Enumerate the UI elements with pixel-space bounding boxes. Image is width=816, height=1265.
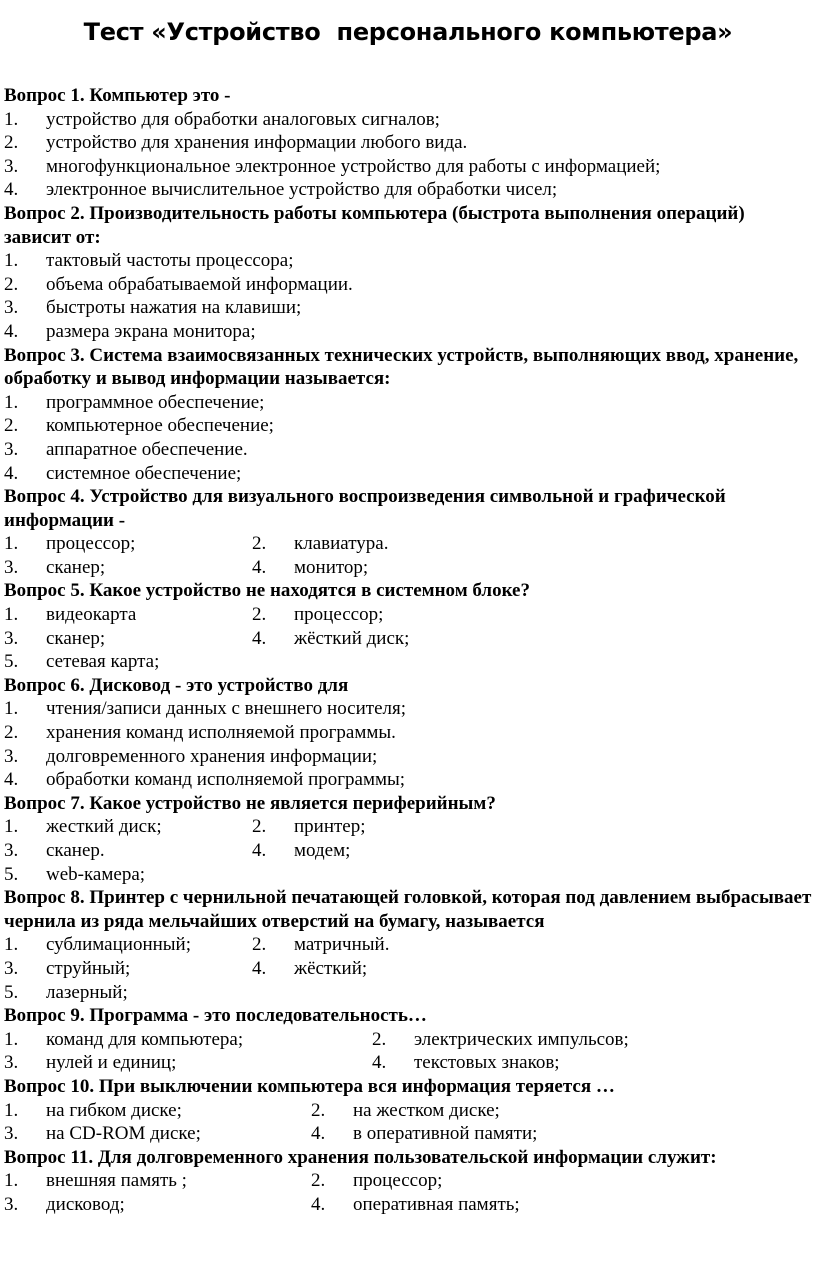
question-body: Какое устройство не является периферийным? xyxy=(84,792,496,814)
option-text: текстовых знаков; xyxy=(414,1052,560,1074)
question-text xyxy=(4,579,812,603)
option-row xyxy=(4,839,812,863)
option-row xyxy=(4,1051,812,1075)
question-number: Вопрос 11. xyxy=(4,1146,94,1168)
option-row xyxy=(4,273,812,297)
question-body: Компьютер это - xyxy=(84,85,231,106)
option-number: 2. xyxy=(4,722,19,744)
option-number: 2. xyxy=(4,415,19,437)
option-row xyxy=(4,556,812,580)
option-number: 3. xyxy=(4,155,19,177)
option-number: 5. xyxy=(4,863,19,885)
option-text: внешняя память ; xyxy=(46,1170,187,1192)
question-9 xyxy=(4,1004,812,1075)
option-text: матричный. xyxy=(294,934,390,956)
option-text: видеокарта xyxy=(46,604,137,626)
question-5 xyxy=(4,579,812,673)
option-row xyxy=(4,933,812,957)
option-text: размера экрана монитора; xyxy=(46,320,256,342)
option-number: 1. xyxy=(4,108,19,130)
option-number: 1. xyxy=(4,391,19,413)
question-text xyxy=(4,344,812,391)
option-number: 3. xyxy=(4,438,19,460)
option-text: жёсткий; xyxy=(294,957,368,979)
option-row xyxy=(4,249,812,273)
option-text: на гибком диске; xyxy=(46,1099,182,1121)
option-number: 3. xyxy=(4,745,19,767)
option-text: электронное вычислительное устройство для обработки чисел; xyxy=(46,179,558,201)
question-10 xyxy=(4,1075,812,1146)
option-row xyxy=(4,697,812,721)
question-text xyxy=(4,84,812,108)
option-row xyxy=(4,863,812,887)
option-text: процессор; xyxy=(46,533,136,555)
question-number: Вопрос 8. xyxy=(4,887,85,909)
option-text: объема обрабатываемой информации. xyxy=(46,273,353,295)
option-text: электрических импульсов; xyxy=(414,1028,629,1050)
option-row xyxy=(4,745,812,769)
option-text: процессор; xyxy=(353,1170,443,1192)
option-text: сублимационный; xyxy=(46,934,191,956)
question-body: Принтер с чернильной печатающей головкой, которая под давлением выбрасывает чернила из ряда мельчайших отверстий на бумагу, называется xyxy=(4,887,812,932)
option-text: монитор; xyxy=(294,556,369,578)
option-row xyxy=(4,414,812,438)
option-number: 4. xyxy=(252,556,267,578)
option-text: устройство для хранения информации любого вида. xyxy=(46,132,468,154)
option-number: 2. xyxy=(252,533,267,555)
question-2 xyxy=(4,202,812,344)
option-number: 3. xyxy=(4,1052,19,1074)
page-title: Тест «Устройство персонального компьютера» xyxy=(83,18,733,46)
question-text xyxy=(4,485,812,532)
question-text xyxy=(4,792,812,816)
option-row xyxy=(4,627,812,651)
option-number: 4. xyxy=(372,1052,387,1074)
option-number: 1. xyxy=(4,816,19,838)
question-list xyxy=(4,84,812,1217)
option-text: жёсткий диск; xyxy=(294,627,410,649)
option-number: 1. xyxy=(4,1170,19,1192)
option-row xyxy=(4,178,812,202)
question-number: Вопрос 2. xyxy=(4,202,85,224)
question-3 xyxy=(4,344,812,486)
option-number: 3. xyxy=(4,1123,19,1145)
option-number: 1. xyxy=(4,533,19,555)
option-text: дисковод; xyxy=(46,1193,125,1215)
question-number: Вопрос 3. xyxy=(4,344,85,366)
question-1 xyxy=(4,84,812,202)
option-number: 2. xyxy=(252,816,267,838)
option-number: 3. xyxy=(4,957,19,979)
question-6 xyxy=(4,674,812,792)
option-text: на жестком диске; xyxy=(353,1099,500,1121)
option-row xyxy=(4,532,812,556)
option-number: 5. xyxy=(4,981,19,1003)
option-text: струйный; xyxy=(46,957,131,979)
option-text: лазерный; xyxy=(46,981,128,1003)
question-body: Производительность работы компьютера (быстрота выполнения операций) зависит от: xyxy=(4,202,745,248)
question-7 xyxy=(4,792,812,886)
option-text: клавиатура. xyxy=(294,533,389,555)
option-text: нулей и единиц; xyxy=(46,1052,177,1074)
question-number: Вопрос 4. xyxy=(4,486,85,508)
option-row xyxy=(4,1193,812,1217)
question-body: При выключении компьютера вся информация теряется … xyxy=(94,1075,615,1097)
option-text: сканер; xyxy=(46,627,106,649)
option-number: 4. xyxy=(311,1193,326,1215)
option-number: 4. xyxy=(311,1123,326,1145)
question-body: Система взаимосвязанных технических устройств, выполняющих ввод, хранение, обработку и вывод информации называется: xyxy=(4,344,799,390)
option-number: 3. xyxy=(4,297,19,319)
question-body: Какое устройство не находятся в системном блоке? xyxy=(84,580,530,602)
question-number: Вопрос 7. xyxy=(4,792,85,814)
option-text: аппаратное обеспечение. xyxy=(46,438,248,460)
option-row xyxy=(4,603,812,627)
option-text: тактовый частоты процессора; xyxy=(46,250,294,272)
option-text: многофункциональное электронное устройство для работы с информацией; xyxy=(46,155,661,177)
option-row xyxy=(4,438,812,462)
option-row xyxy=(4,108,812,132)
question-11 xyxy=(4,1146,812,1217)
option-row xyxy=(4,721,812,745)
option-number: 2. xyxy=(4,132,19,154)
option-text: модем; xyxy=(294,840,351,861)
option-row xyxy=(4,155,812,179)
option-number: 3. xyxy=(4,556,19,578)
option-text: в оперативной памяти; xyxy=(353,1123,538,1145)
question-number: Вопрос 5. xyxy=(4,580,85,602)
option-number: 4. xyxy=(252,957,267,979)
option-row xyxy=(4,462,812,486)
option-number: 1. xyxy=(4,1028,19,1050)
question-text xyxy=(4,674,812,698)
option-number: 3. xyxy=(4,1193,19,1215)
option-row xyxy=(4,131,812,155)
option-number: 2. xyxy=(252,604,267,626)
option-text: оперативная память; xyxy=(353,1193,520,1215)
option-number: 2. xyxy=(4,273,19,295)
question-body: Дисковод - это устройство для xyxy=(84,674,349,696)
option-row xyxy=(4,815,812,839)
option-row xyxy=(4,1122,812,1146)
option-text: процессор; xyxy=(294,604,384,626)
option-row xyxy=(4,957,812,981)
question-text xyxy=(4,202,812,249)
option-row xyxy=(4,981,812,1005)
option-number: 4. xyxy=(4,320,19,342)
option-number: 5. xyxy=(4,651,19,673)
question-text xyxy=(4,886,812,933)
option-text: жесткий диск; xyxy=(46,816,162,838)
option-number: 2. xyxy=(372,1028,387,1050)
option-number: 2. xyxy=(311,1099,326,1121)
question-body: Для долговременного хранения пользовательской информации служит: xyxy=(93,1146,717,1168)
option-text: команд для компьютера; xyxy=(46,1028,244,1050)
option-number: 4. xyxy=(252,627,267,649)
option-row xyxy=(4,296,812,320)
option-number: 1. xyxy=(4,698,19,720)
option-number: 1. xyxy=(4,1099,19,1121)
option-row xyxy=(4,391,812,415)
option-text: системное обеспечение; xyxy=(46,462,242,484)
option-text: долговременного хранения информации; xyxy=(46,745,378,767)
option-row xyxy=(4,1028,812,1052)
option-number: 4. xyxy=(4,462,19,484)
option-text: обработки команд исполняемой программы; xyxy=(46,769,406,791)
question-8 xyxy=(4,886,812,1004)
option-text: на CD-ROM диске; xyxy=(46,1123,201,1145)
option-number: 3. xyxy=(4,627,19,649)
option-number: 2. xyxy=(311,1170,326,1192)
question-number: Вопрос 9. xyxy=(4,1005,85,1027)
option-row xyxy=(4,320,812,344)
option-row xyxy=(4,768,812,792)
question-4 xyxy=(4,485,812,579)
option-text: сканер; xyxy=(46,556,106,578)
option-text: компьютерное обеспечение; xyxy=(46,415,274,437)
option-text: чтения/записи данных с внешнего носителя; xyxy=(46,698,407,720)
question-body: Программа - это последовательность… xyxy=(84,1005,427,1027)
question-text xyxy=(4,1075,812,1099)
option-text: хранения команд исполняемой программы. xyxy=(46,722,396,744)
option-row xyxy=(4,650,812,674)
question-text xyxy=(4,1146,812,1170)
option-number: 1. xyxy=(4,934,19,956)
option-number: 1. xyxy=(4,604,19,626)
option-text: принтер; xyxy=(294,816,366,838)
question-text xyxy=(4,1004,812,1028)
option-row xyxy=(4,1099,812,1123)
option-row xyxy=(4,1169,812,1193)
option-text: устройство для обработки аналоговых сигналов; xyxy=(46,108,440,130)
option-text: web-камера; xyxy=(46,863,146,885)
option-text: сетевая карта; xyxy=(46,651,160,673)
option-number: 4. xyxy=(4,769,19,791)
option-text: быстроты нажатия на клавиши; xyxy=(46,297,302,319)
option-text: сканер. xyxy=(46,840,105,861)
question-body: Устройство для визуального воспроизведения символьной и графической информации - xyxy=(4,486,726,531)
option-number: 2. xyxy=(252,934,267,956)
option-text: программное обеспечение; xyxy=(46,391,265,413)
option-number: 1. xyxy=(4,250,19,272)
question-number: Вопрос 1. xyxy=(4,85,85,106)
option-number: 4. xyxy=(252,840,267,861)
question-number: Вопрос 10. xyxy=(4,1075,95,1097)
option-number: 4. xyxy=(4,179,19,201)
question-number: Вопрос 6. xyxy=(4,674,85,696)
option-number: 3. xyxy=(4,840,19,861)
